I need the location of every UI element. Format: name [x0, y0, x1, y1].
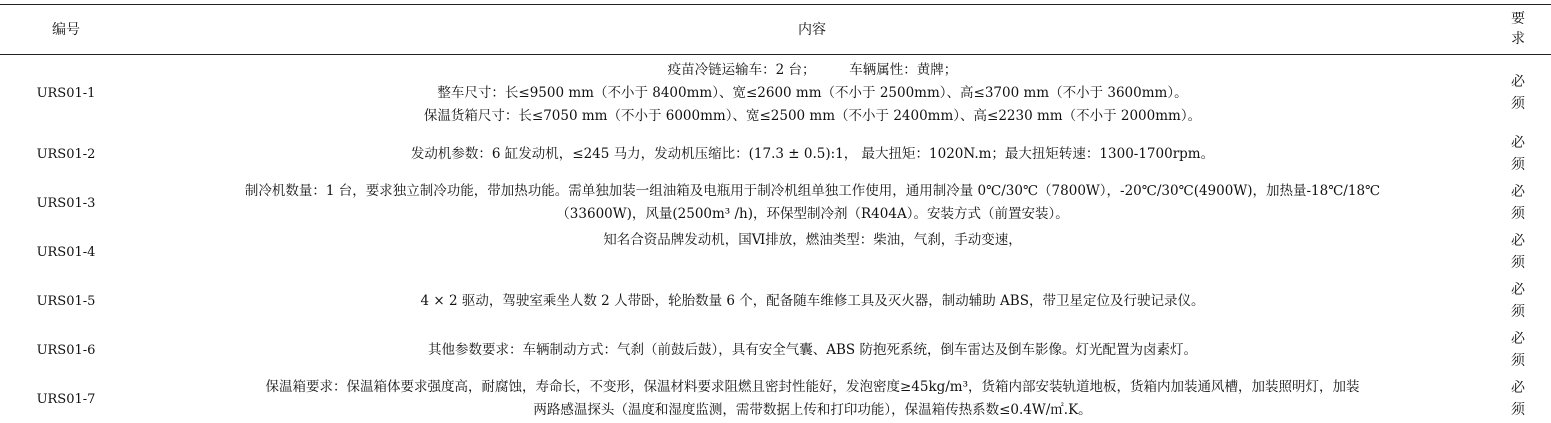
row-id: URS01-7 — [36, 391, 96, 407]
table-row — [0, 375, 1551, 423]
content-line: 发动机参数：6 缸发动机，≤245 马力，发动机压缩比：(17.3 ± 0.5):1， 最大扭矩：1020N.m；最大扭矩转速：1300-1700rpm。 — [410, 145, 1215, 162]
row-id: URS01-2 — [36, 146, 96, 162]
row-id: URS01-1 — [36, 85, 96, 101]
table-row — [0, 57, 1551, 129]
requirement-char: 必 — [1511, 135, 1525, 151]
requirement-char: 须 — [1511, 402, 1525, 418]
header-requirement-char: 求 — [1511, 31, 1525, 47]
requirement-char: 须 — [1511, 353, 1525, 369]
requirement-char: 必 — [1511, 74, 1525, 90]
header-id — [0, 4, 132, 54]
row-requirement — [1505, 57, 1531, 129]
requirement-char: 必 — [1511, 282, 1525, 298]
requirement-char: 必 — [1511, 331, 1525, 347]
header-content-label: 内容 — [798, 22, 826, 38]
requirement-char: 必 — [1511, 233, 1525, 249]
content-line: 保温箱要求：保温箱体要求强度高，耐腐蚀，寿命长，不变形，保温材料要求阻燃且密封性能好，发泡密度≥45kg/m³，货箱内部安装轨道地板，货箱内加装通风槽，加装照明灯，加装 — [265, 379, 1360, 395]
row-requirement — [1505, 179, 1531, 227]
content-line: 制冷机数量：1 台，要求独立制冷功能，带加热功能。需单独加装一组油箱及电瓶用于制冷机组单独工作使用，通用制冷量 0℃/30℃（7800W），-20℃/30℃(4900W)，加热量-18℃/18℃ — [244, 183, 1381, 199]
row-requirement — [1505, 375, 1531, 423]
requirement-char: 必 — [1511, 184, 1525, 200]
requirement-char: 须 — [1511, 304, 1525, 320]
row-content — [140, 375, 1485, 423]
header-id-label: 编号 — [52, 22, 80, 38]
row-id: URS01-6 — [36, 342, 96, 358]
row-requirement — [1505, 229, 1531, 275]
row-content — [140, 278, 1485, 324]
content-line: 疫苗冷链运输车：2 台； 车辆属性：黄牌； — [667, 61, 958, 78]
requirement-char: 须 — [1511, 157, 1525, 173]
table-row — [0, 327, 1551, 373]
header-requirement-char: 要 — [1511, 11, 1525, 27]
row-requirement — [1505, 278, 1531, 324]
content-line: 4 × 2 驱动，驾驶室乘坐人数 2 人带卧，轮胎数量 6 个，配备随车维修工具及灭火器，制动辅助 ABS，带卫星定位及行驶记录仪。 — [420, 292, 1205, 309]
content-line: 知名合资品牌发动机，国Ⅵ排放，燃油类型：柴油，气刹，手动变速， — [603, 232, 1022, 248]
requirement-char: 须 — [1511, 206, 1525, 222]
content-line: 保温货箱尺寸：长≤7050 mm（不小于 6000mm）、宽≤2500 mm（不小于 2400mm）、高≤2230 mm（不小于 2000mm）。 — [423, 107, 1202, 124]
row-content — [140, 179, 1485, 227]
content-line: 两路感温探头（温度和湿度监测，需带数据上传和打印功能），保温箱传热系数≤0.4W/㎡.K。 — [533, 402, 1092, 418]
requirement-char: 须 — [1511, 255, 1525, 271]
table-row — [0, 229, 1551, 275]
header-content — [132, 4, 1492, 54]
row-content — [140, 327, 1485, 373]
row-content — [140, 229, 1485, 275]
content-line: 整车尺寸：长≤9500 mm（不小于 8400mm）、宽≤2600 mm（不小于 2500mm）、高≤3700 mm（不小于 3600mm）。 — [437, 84, 1188, 101]
content-line: 其他参数要求：车辆制动方式：气刹（前鼓后鼓），具有安全气囊、ABS 防抱死系统，倒车雷达及倒车影像。灯光配置为卤素灯。 — [428, 341, 1197, 358]
row-requirement — [1505, 131, 1531, 177]
row-id: URS01-5 — [36, 293, 96, 309]
table-row — [0, 179, 1551, 227]
row-content — [140, 131, 1485, 177]
requirement-char: 必 — [1511, 380, 1525, 396]
header-bottom-rule — [0, 54, 1551, 55]
table-row — [0, 278, 1551, 324]
row-id: URS01-4 — [36, 244, 96, 260]
requirement-char: 须 — [1511, 96, 1525, 112]
header-requirement — [1505, 4, 1531, 54]
row-content — [140, 57, 1485, 129]
row-id: URS01-3 — [36, 195, 96, 211]
table-row — [0, 131, 1551, 177]
content-line: （33600W)，风量(2500m³ /h)，环保型制冷剂（R404A）。安装方式（前置安装）。 — [556, 206, 1069, 222]
row-requirement — [1505, 327, 1531, 373]
